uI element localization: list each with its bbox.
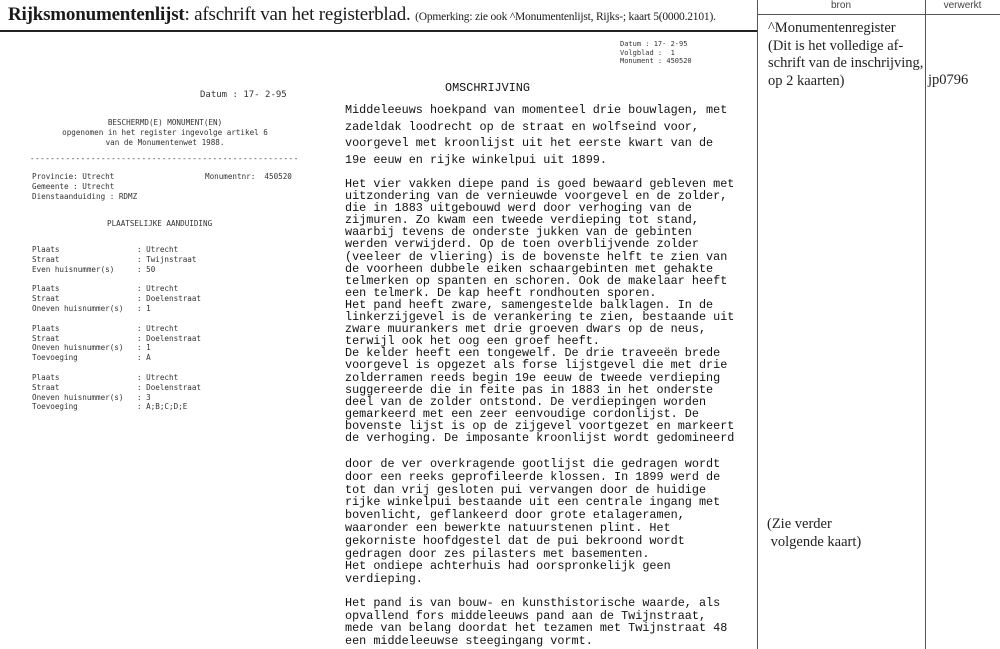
title-note: (Opmerking: zie ook ^Monumentenlijst, Rijks-; kaart 5(0000.2101). (415, 11, 716, 23)
gemeente: Gemeente : Utrecht (32, 182, 115, 191)
address-value: : Doelenstraat (137, 333, 202, 343)
address-value: : 50 (137, 264, 156, 274)
address-key: Straat (32, 382, 60, 392)
card-top-right-meta: Datum : 17- 2-95 Volgblad : 1 Monument : 450520 (620, 40, 692, 65)
dienstaanduiding: Dienstaanduiding : RDMZ (32, 192, 138, 201)
address-key: Plaats (32, 323, 60, 333)
header-rule (757, 14, 1000, 15)
address-group (32, 245, 201, 274)
continuation-note: (Zie verder volgende kaart) (767, 516, 862, 550)
address-value: : 3 (137, 392, 151, 402)
address-value: : A (137, 353, 151, 363)
bron-text: ^Monumentenregister (Dit is het volledige af- schrift van de inschrijving, op 2 kaarten) (768, 20, 924, 89)
page-title (8, 4, 716, 26)
omschrijving-heading: OMSCHRIJVING (445, 81, 530, 95)
address-value: : Utrecht (137, 372, 179, 382)
title-rule (0, 30, 757, 32)
address-list (32, 245, 201, 422)
column-divider (757, 0, 758, 649)
plaats-heading: PLAATSELIJKE AANDUIDING (107, 219, 213, 228)
address-key: Oneven huisnummer(s) (32, 392, 124, 402)
column-divider (925, 0, 926, 649)
title-bold: Rijksmonumentenlijst (8, 4, 185, 25)
address-value: : A;B;C;D;E (137, 402, 188, 412)
address-key: Straat (32, 254, 60, 264)
address-key: Plaats (32, 245, 60, 254)
address-key: Plaats (32, 372, 60, 382)
address-value: : Doelenstraat (137, 382, 202, 392)
card-dashes: ----------------------------------------------------- (30, 154, 299, 163)
address-value: : Twijnstraat (137, 254, 197, 264)
address-key: Straat (32, 333, 60, 343)
title-rest: : afschrift van het registerblad. (184, 4, 411, 25)
address-key: Plaats (32, 284, 60, 294)
address-key: Oneven huisnummer(s) (32, 343, 124, 353)
address-group (32, 373, 201, 412)
address-group (32, 284, 201, 313)
address-value: : 1 (137, 343, 151, 353)
address-value: : Utrecht (137, 245, 179, 254)
address-key: Straat (32, 294, 60, 304)
provincie: Provincie: Utrecht (32, 172, 115, 181)
address-value: : Doelenstraat (137, 294, 202, 304)
col-verwerkt-header: verwerkt (943, 0, 982, 11)
address-value: : Utrecht (137, 323, 179, 333)
address-key: Toevoeging (32, 402, 78, 412)
description-para-2: Het vier vakken diepe pand is goed bewaard gebleven met uitzondering van de vernieuwde voorgevel en de zolder, die in 1883 uitgebouwd werd door verhoging van de zijmuren. Zo kwam een tweede verdieping tot stand, waarbij tevens de onderste jukken van de gebinten werden verwijderd. Op de toen overblijvende zolder (veeleer de vliering) is de bovenste helft te zien van de voorheen dubbele eiken schaargebinten met gehakte telmerken op spanten en schoren. Ook de makelaar heeft een telmerk. De kap heeft rondhouten sporen. Het pand heeft zware, samengestelde balklagen. In de linkerzijgevel is de verankering te zien, bestaande uit zware muurankers met drie groeven dwars op de neus, terwijl ook het oog een groef heeft. De kelder heeft een tongewelf. De drie traveeën brede voorgevel is opgezet als forse lijstgevel die met drie zolderramen reeds begin 19e eeuw de tweede verdieping suggereerde die in feite pas in 1883 in het onderste deel van de zolder ontstond. De verdiepingen worden gemarkeerd met een zeer eenvoudige cordonlijst. De bovenste lijst is op de zijgevel voortgezet en markeert de verhoging. De imposante kroonlijst wordt gedomineerd (345, 177, 735, 445)
address-key: Oneven huisnummer(s) (32, 303, 124, 313)
monumentnr: Monumentnr: 450520 (205, 172, 292, 181)
address-value: : Utrecht (137, 284, 179, 294)
description-para-1: Middeleeuws hoekpand van momenteel drie bouwlagen, met zadeldak loodrecht op de straat en wolfseind voor, voorgevel met kroonlijst uit het eerste kwart van de 19e eeuw en rijke winkelpui uit 1899. (345, 103, 728, 167)
col-bron-header: bron (830, 0, 851, 11)
address-value: : 1 (137, 303, 151, 313)
card-date: Datum : 17- 2-95 (200, 90, 287, 100)
address-key: Even huisnummer(s) (32, 264, 115, 274)
verwerkt-code: jp0796 (928, 72, 969, 88)
address-key: Toevoeging (32, 353, 78, 363)
description-para-3: door de ver overkragende gootlijst die gedragen wordt door een reeks geprofileerde klossen. In 1899 werd de tot dan vrij gesloten pui vervangen door de huidige rijke winkelpui bestaande uit een centrale ingang met bovenlicht, geflankeerd door grote etalageramen, waaronder een bewerkte natuurstenen plint. Het gekorniste hoofdgestel dat de pui bekroond wordt gedragen door zes pilasters met basementen. Het ondiepe achterhuis had oorspronkelijk geen verdieping. (345, 457, 721, 587)
address-group (32, 324, 201, 363)
description-para-4: Het pand is van bouw- en kunsthistorische waarde, als opvallend fors middeleeuws pand aan de Twijnstraat, mede van belang doordat het tezamen met Twijnstraat 48 een middeleeuwse steegingang vormt. (345, 596, 728, 648)
card-heading: BESCHERMD(E) MONUMENT(EN) opgenomen in het register ingevolge artikel 6 van de Monumentenwet 1988. (62, 118, 268, 147)
